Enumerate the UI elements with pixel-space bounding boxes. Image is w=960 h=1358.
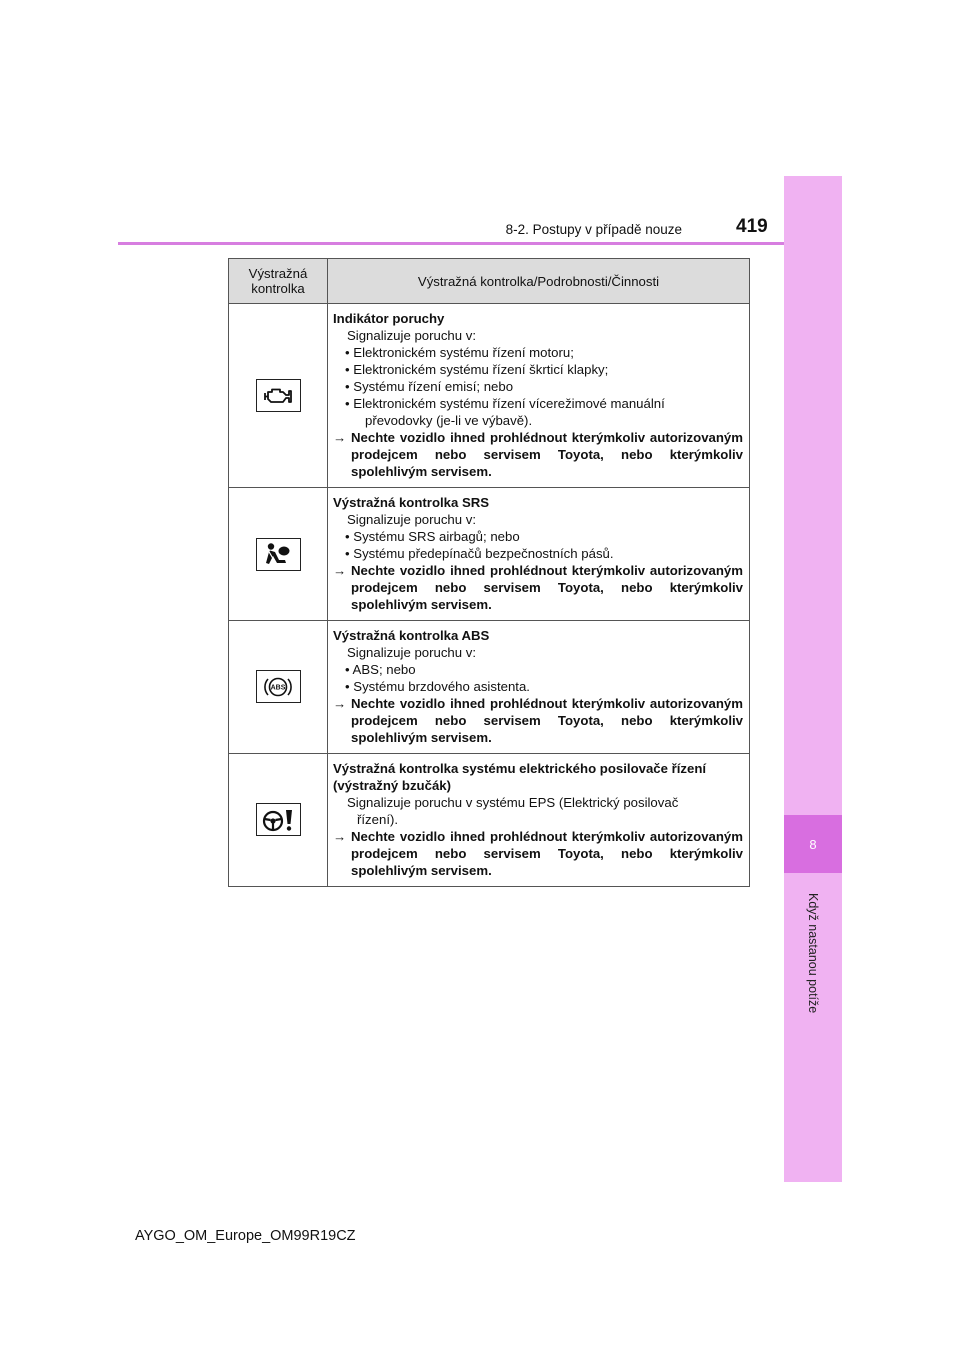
- power-steering-warning-icon: [256, 803, 301, 836]
- airbag-icon: [256, 538, 301, 571]
- warning-light-cell: [229, 621, 328, 754]
- action-instruction: → Nechte vozidlo ihned prohlédnout kterýmkoliv autorizovaným prodejcem nebo servisem Toyota, nebo kterýmkoliv spolehlivým servisem.: [333, 563, 743, 612]
- abs-icon: [256, 670, 301, 703]
- warning-light-details: [328, 754, 750, 887]
- bullet-item: • Systému řízení emisí; nebo: [345, 379, 514, 394]
- engine-icon: [256, 379, 301, 412]
- light-title: Výstražná kontrolka ABS: [333, 628, 490, 643]
- light-title: Výstražná kontrolka systému elektrického posilovače řízení (výstražný bzučák): [333, 761, 707, 793]
- column-header-details: Výstražná kontrolka/Podrobnosti/Činnosti: [328, 259, 750, 304]
- warning-light-cell: [229, 304, 328, 488]
- light-intro: Signalizuje poruchu v:: [347, 328, 477, 343]
- light-title: Výstražná kontrolka SRS: [333, 495, 490, 510]
- light-intro-continuation: řízení).: [357, 812, 399, 827]
- table-row: [229, 621, 750, 754]
- warning-light-cell: [229, 754, 328, 887]
- table-row: [229, 488, 750, 621]
- document-id: AYGO_OM_Europe_OM99R19CZ: [135, 1228, 356, 1244]
- bullet-item: • Elektronickém systému řízení škrticí klapky;: [345, 362, 609, 377]
- action-instruction: → Nechte vozidlo ihned prohlédnout kterýmkoliv autorizovaným prodejcem nebo servisem Toyota, nebo kterýmkoliv spolehlivým servisem.: [333, 829, 743, 878]
- chapter-title-text: Když nastanou potíže: [806, 892, 820, 1014]
- light-intro: Signalizuje poruchu v systému EPS (Elektrický posilovač: [347, 795, 679, 810]
- light-title: Indikátor poruchy: [333, 311, 445, 326]
- table-header-row: [229, 259, 750, 304]
- warning-lights-table: [228, 258, 750, 887]
- header-rule: [118, 242, 784, 245]
- chapter-title: [784, 873, 842, 1033]
- bullet-item: • Systému SRS airbagů; nebo: [345, 529, 520, 544]
- column-header-light: Výstražná kontrolka: [229, 259, 328, 304]
- light-intro: Signalizuje poruchu v:: [347, 645, 477, 660]
- warning-light-details: [328, 488, 750, 621]
- bullet-item: • Systému brzdového asistenta.: [345, 679, 530, 694]
- chapter-number: 8: [784, 815, 842, 873]
- light-intro: Signalizuje poruchu v:: [347, 512, 477, 527]
- bullet-item: • Elektronickém systému řízení motoru;: [345, 345, 574, 360]
- bullet-item: • Systému předepínačů bezpečnostních pásů.: [345, 546, 614, 561]
- warning-light-details: [328, 304, 750, 488]
- page-number: 419: [736, 216, 768, 237]
- bullet-item: • Elektronickém systému řízení vícerežimové manuální: [345, 396, 665, 411]
- warning-light-details: [328, 621, 750, 754]
- table-row: [229, 304, 750, 488]
- bullet-continuation: převodovky (je-li ve výbavě).: [365, 413, 533, 428]
- bullet-item: • ABS; nebo: [345, 662, 416, 677]
- section-title: 8-2. Postupy v případě nouze: [505, 222, 682, 237]
- table-row: [229, 754, 750, 887]
- abs-icon-label: ABS: [270, 684, 286, 692]
- action-instruction: → Nechte vozidlo ihned prohlédnout kterýmkoliv autorizovaným prodejcem nebo servisem Toyota, nebo kterýmkoliv spolehlivým servisem.: [333, 696, 743, 745]
- action-instruction: → Nechte vozidlo ihned prohlédnout kterýmkoliv autorizovaným prodejcem nebo servisem Toyota, nebo kterýmkoliv spolehlivým servisem.: [333, 430, 743, 479]
- warning-light-cell: [229, 488, 328, 621]
